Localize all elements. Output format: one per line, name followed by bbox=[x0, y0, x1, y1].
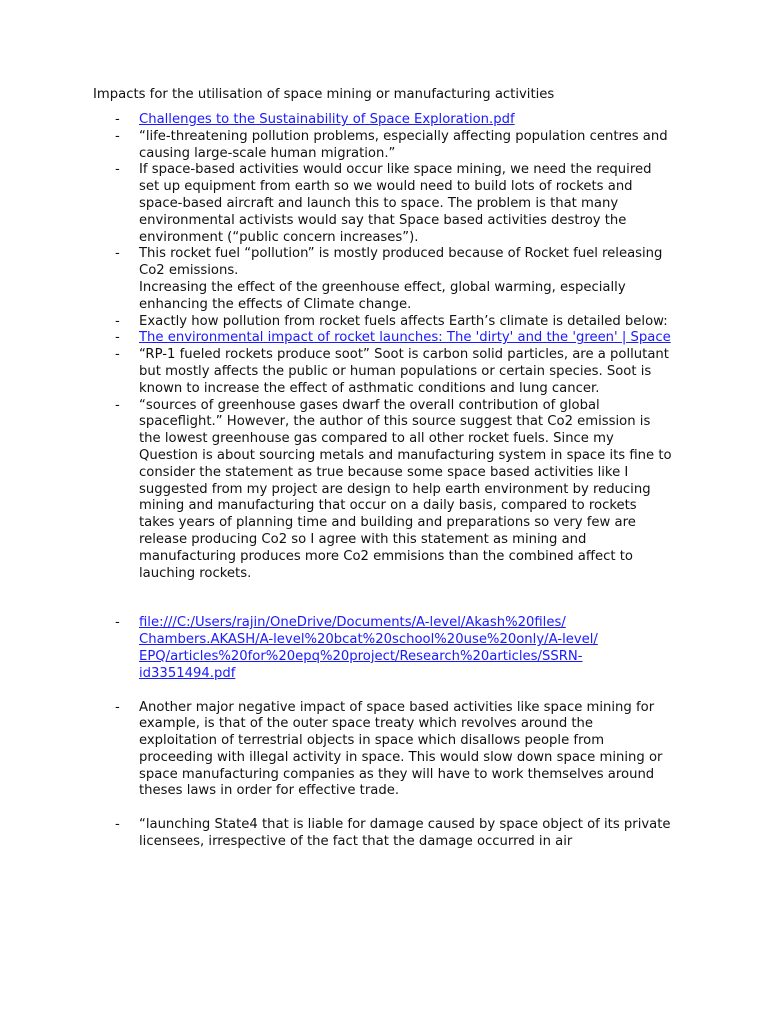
item-text: “life-threatening pollution problems, especially affecting population centres and causing large-scale human migration.” bbox=[139, 128, 668, 161]
list-item bbox=[0, 347, 674, 397]
list-item bbox=[0, 314, 674, 331]
link-line: file:///C:/Users/rajin/OneDrive/Documents/A-level/Akash%20files/ bbox=[139, 615, 566, 631]
bullet: - bbox=[115, 397, 120, 413]
item-continuation-text: Increasing the effect of the greenhouse effect, global warming, especially enhancing the effects of Climate change. bbox=[139, 279, 626, 312]
bullet: - bbox=[115, 246, 120, 262]
list-item bbox=[0, 112, 674, 129]
item-text: Exactly how pollution from rocket fuels affects Earth’s climate is detailed below: bbox=[139, 313, 668, 329]
link-line: EPQ/articles%20for%20epq%20project/Research%20articles/SSRN- bbox=[139, 648, 583, 664]
link-line: id3351494.pdf bbox=[139, 665, 236, 681]
bullet: - bbox=[115, 615, 120, 631]
item-text: “launching State4 that is liable for damage caused by space object of its private licensees, irrespective of the fact that the damage occurred in air bbox=[139, 817, 671, 850]
bullet: - bbox=[115, 817, 120, 833]
list-item bbox=[0, 700, 674, 801]
notes-list bbox=[0, 112, 768, 851]
bullet: - bbox=[115, 112, 120, 127]
list-item bbox=[0, 817, 674, 851]
list-item bbox=[0, 398, 674, 583]
list-item bbox=[0, 246, 674, 313]
item-text: “RP-1 fueled rockets produce soot” Soot is carbon solid particles, are a pollutant but mostly affects the public or human populations or certain species. Soot is known to increase the effect of asthmatic conditions and lung cancer. bbox=[139, 347, 669, 396]
document-heading: Impacts for the utilisation of space mining or manufacturing activities bbox=[93, 87, 555, 102]
bullet: - bbox=[115, 347, 120, 363]
source-link-sustainability-pdf[interactable]: Challenges to the Sustainability of Space Exploration.pdf bbox=[139, 112, 515, 127]
list-item bbox=[0, 162, 674, 246]
source-link-ssrn-pdf[interactable] bbox=[139, 615, 674, 682]
link-line: Chambers.AKASH/A-level%20bcat%20school%20use%20only/A-level/ bbox=[139, 632, 598, 648]
item-text: “sources of greenhouse gases dwarf the overall contribution of global spaceflight.” However, the author of this source suggest that Co2 emission is the lowest greenhouse gas compared to all other rocket fuels. Since my Question is about sourcing metals and manufacturing system in space its fine to consider the statement as true because some space based activities like I suggested from my project are design to help earth environment by reducing mining and manufacturing that occur on a daily basis, compared to rockets takes years of planning time and building and preparations so very few are release producing Co2 so I agree with this statement as mining and manufacturing produces more Co2 emmisions than the combined affect to lauching rockets. bbox=[139, 397, 672, 581]
list-item bbox=[0, 330, 674, 347]
bullet: - bbox=[115, 699, 120, 715]
source-link-rocket-launches[interactable]: The environmental impact of rocket launches: The 'dirty' and the 'green' | Space bbox=[139, 330, 671, 346]
item-text: Another major negative impact of space based activities like space mining for example, is that of the outer space treaty which revolves around the exploitation of terrestrial objects in space which disallows people from proceeding with illegal activity in space. This would slow down space mining or space manufacturing companies as they will have to work themselves around theses laws in order for effective trade. bbox=[139, 699, 663, 799]
list-item bbox=[0, 615, 674, 682]
bullet: - bbox=[115, 313, 120, 329]
bullet: - bbox=[115, 128, 120, 144]
bullet: - bbox=[115, 330, 120, 346]
bullet: - bbox=[115, 162, 120, 178]
list-item bbox=[0, 129, 674, 163]
item-text: If space-based activities would occur like space mining, we need the required set up equipment from earth so we would need to build lots of rockets and space-based aircraft and launch this to space. The problem is that many environmental activists would say that Space based activities destroy the environment (“public concern increases”). bbox=[139, 162, 652, 245]
item-text: This rocket fuel “pollution” is mostly produced because of Rocket fuel releasing Co2 emissions. bbox=[139, 246, 663, 279]
